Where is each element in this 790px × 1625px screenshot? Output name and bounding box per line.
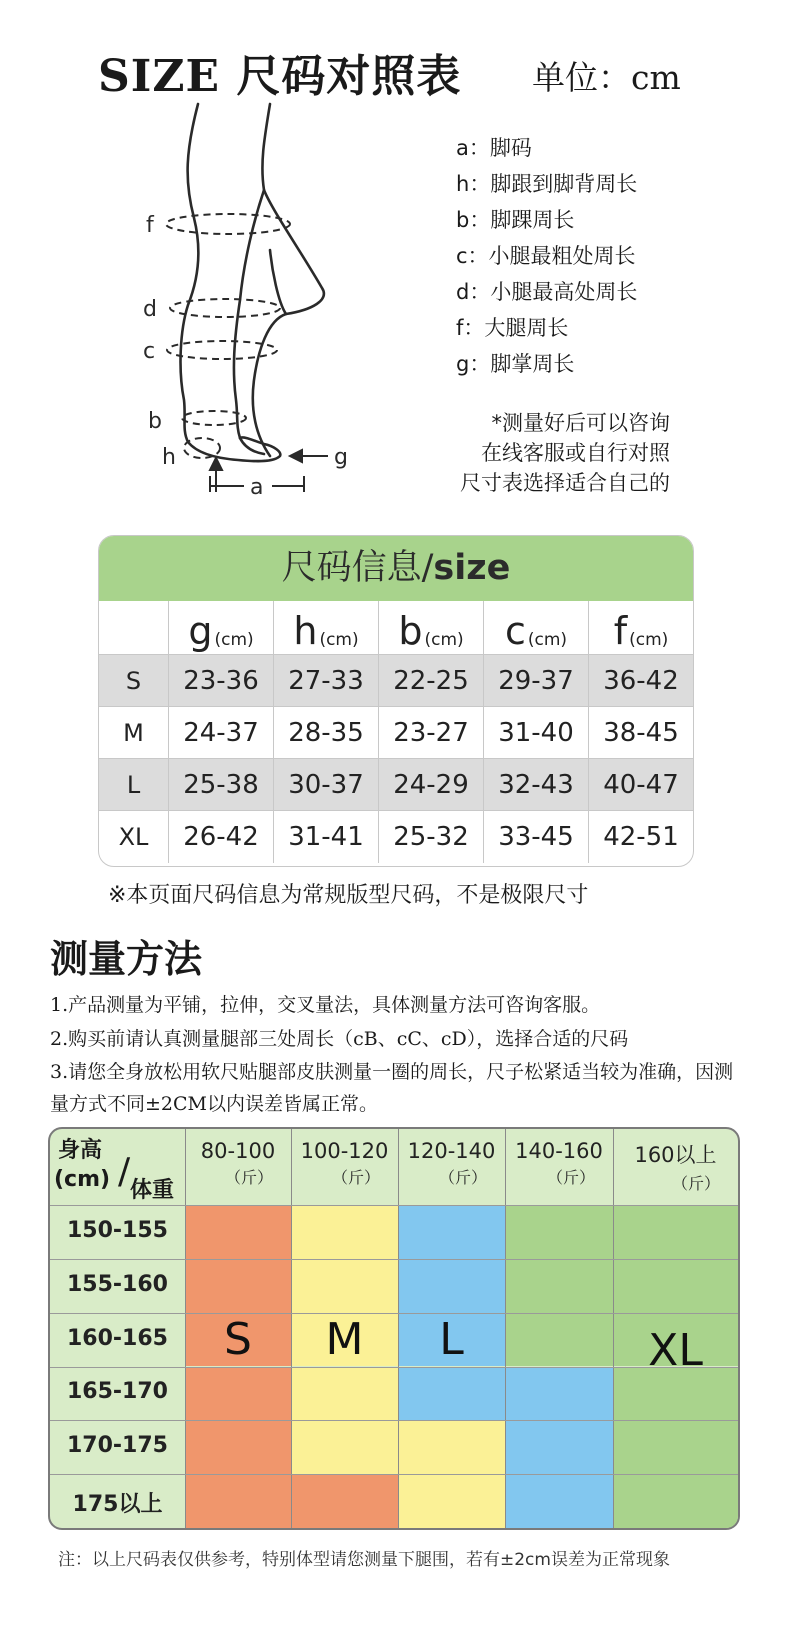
note-line: *测量好后可以咨询 [491, 411, 670, 435]
legend-item-g [456, 346, 637, 382]
height-weight-chart [48, 1127, 740, 1530]
weight-range: 80-100 [200, 1139, 276, 1163]
front-leg-outline [253, 104, 324, 456]
legend-item-h [456, 166, 637, 202]
corner-height-label: 身高 [58, 1138, 103, 1163]
height-row-label: 150-155 [67, 1217, 168, 1243]
size-zone-cell [613, 1205, 738, 1259]
measurement-cell: 26-42 [169, 811, 274, 863]
label-d: d [143, 297, 157, 322]
size-disclaimer: ※本页面尺码信息为常规版型尺码，不是极限尺寸 [108, 883, 589, 908]
measurement-cell: 30-37 [274, 759, 379, 811]
column-unit: (cm) [424, 630, 464, 650]
label-c: c [143, 339, 156, 364]
legend-item-f [456, 310, 637, 346]
legend-separator: ： [469, 352, 491, 376]
size-zone-cell [185, 1205, 291, 1259]
column-letter: g [188, 609, 213, 653]
legend-item-b [456, 202, 637, 238]
legend-key: f [456, 316, 464, 340]
legend-text: 大腿周长 [484, 316, 569, 340]
legend-key: g [456, 352, 470, 376]
size-label: M [99, 707, 169, 759]
note-line: 在线客服或自行对照 [481, 441, 670, 465]
corner-weight-label: 体重 [130, 1178, 175, 1203]
size-table-title-cn: 尺码信息/ [281, 548, 434, 588]
weight-unit: （斤） [438, 1168, 487, 1187]
inner-leg-outline [234, 190, 264, 438]
footnote: 注：以上尺码表仅供参考，特别体型请您测量下腿围，若有±2cm误差为正常现象 [58, 1550, 670, 1570]
label-a: a [250, 475, 264, 500]
weight-column-header [291, 1129, 398, 1205]
leg-diagram [140, 100, 370, 500]
legend-text: 脚跟到脚背周长 [490, 172, 638, 196]
size-zone-cell [505, 1313, 613, 1367]
method-item: 2.购买前请认真测量腿部三处周长（cB、cC、cD），选择合适的尺码 [50, 1028, 629, 1050]
size-info-table [98, 535, 694, 867]
size-zone-cell [613, 1420, 738, 1474]
measurement-cell: 38-45 [589, 707, 693, 759]
size-column-header [589, 601, 693, 655]
size-zone-cell [291, 1259, 398, 1313]
unit-label: 单位：cm [532, 58, 681, 97]
grid-divider [50, 1205, 738, 1206]
size-zone-cell [613, 1474, 738, 1528]
label-g: g [334, 445, 348, 470]
size-zone-label: S [224, 1313, 252, 1365]
height-row-label: 160-165 [67, 1325, 168, 1351]
size-zone-label: M [325, 1313, 364, 1365]
size-zone-cell [398, 1259, 505, 1313]
size-table-corner [99, 601, 169, 655]
legend-key: a [456, 136, 469, 160]
grid-divider [50, 1259, 738, 1260]
label-f: f [146, 213, 154, 238]
measurement-cell: 42-51 [603, 822, 679, 852]
measurement-cell: 27-33 [274, 655, 379, 707]
size-label: XL [99, 811, 169, 863]
legend-separator: ： [463, 316, 485, 340]
grid-divider [50, 1313, 738, 1314]
size-zone-cell [185, 1367, 291, 1421]
h-arrow-head [210, 458, 222, 470]
column-unit: (cm) [527, 630, 568, 650]
size-table-header [99, 601, 693, 655]
g-arrow-head [290, 450, 302, 462]
size-table-title-en: size [433, 548, 511, 588]
size-zone-cell [398, 1474, 505, 1528]
height-row-label: 165-170 [67, 1379, 168, 1405]
table-row [99, 759, 693, 811]
grid-divider [50, 1474, 738, 1475]
size-zone-cell [505, 1205, 613, 1259]
height-row-label: 175以上 [72, 1492, 163, 1518]
size-zone-cell [291, 1205, 398, 1259]
corner-height-unit: (cm) [54, 1167, 111, 1192]
legend-text: 脚踝周长 [490, 208, 575, 232]
legend-item-d [456, 274, 637, 310]
size-zone-cell [291, 1474, 398, 1528]
legend-item-a [456, 130, 637, 166]
size-zone-cell [505, 1259, 613, 1313]
size-zone-cell [185, 1474, 291, 1528]
column-letter: f [613, 609, 628, 653]
height-row-label: 170-175 [67, 1433, 168, 1459]
grid-divider [50, 1420, 738, 1421]
column-unit: (cm) [214, 630, 254, 650]
measurement-cell: 33-45 [484, 811, 589, 863]
legend-text: 小腿最高处周长 [490, 280, 638, 304]
legend-separator: ： [469, 172, 491, 196]
size-label: S [99, 655, 169, 707]
legend-key: d [456, 280, 470, 304]
size-zone-label: L [439, 1313, 464, 1365]
column-unit: (cm) [629, 630, 669, 650]
table-row [99, 811, 693, 863]
size-zone-cell [291, 1367, 398, 1421]
weight-range: 100-120 [300, 1139, 389, 1163]
size-zone-cell [613, 1259, 738, 1313]
column-unit: (cm) [319, 630, 359, 650]
size-zone-cell [398, 1420, 505, 1474]
measurement-cell: 31-41 [274, 811, 379, 863]
measurement-cell: 31-40 [484, 707, 589, 759]
measurement-cell: 25-32 [379, 811, 484, 863]
page-title: SIZE 尺码对照表 [98, 51, 462, 102]
weight-column-header [185, 1129, 291, 1205]
weight-range: 120-140 [407, 1139, 496, 1163]
method-list [50, 988, 750, 1120]
weight-unit: （斤） [546, 1168, 595, 1187]
measurement-cell: 24-37 [169, 707, 274, 759]
weight-range: 140-160 [515, 1139, 603, 1163]
method-item: 3.请您全身放松用软尺贴腿部皮肤测量一圈的周长，尺子松紧适当较为准确，因测量方式不同±2CM以内误差皆属正常。 [50, 1061, 734, 1115]
method-item: 1.产品测量为平铺，拉伸，交叉量法，具体测量方法可咨询客服。 [50, 994, 601, 1016]
column-letter: b [398, 609, 423, 653]
measurement-cell: 23-27 [379, 707, 484, 759]
size-table-title [99, 536, 693, 601]
weight-column-header [398, 1129, 505, 1205]
size-zone-cell [291, 1420, 398, 1474]
weight-unit: （斤） [671, 1174, 720, 1193]
legend-key: b [456, 208, 470, 232]
size-column-header [169, 601, 274, 655]
column-letter: h [293, 609, 318, 653]
back-leg-outline [181, 104, 199, 442]
weight-unit: （斤） [224, 1168, 273, 1187]
legend-text: 小腿最粗处周长 [488, 244, 636, 268]
legend-key: c [456, 244, 468, 268]
size-zone-cell [505, 1420, 613, 1474]
corner-slash: / [118, 1151, 131, 1192]
height-row-label: 155-160 [67, 1271, 168, 1297]
size-zone-label: XL [648, 1325, 703, 1377]
size-zone-cell [398, 1367, 505, 1421]
size-zone-cell [505, 1474, 613, 1528]
measurement-cell: 28-35 [274, 707, 379, 759]
legend-key: h [456, 172, 470, 196]
legend-text: 脚码 [489, 136, 532, 160]
size-column-header [274, 601, 379, 655]
size-zone-cell [398, 1205, 505, 1259]
size-zone-cell [185, 1259, 291, 1313]
measurement-cell: 24-29 [379, 759, 484, 811]
legend-item-c [456, 238, 637, 274]
legend-separator: ： [469, 280, 491, 304]
heel-ring [184, 438, 220, 458]
measurement-cell: 23-36 [169, 655, 274, 707]
weight-unit: （斤） [331, 1168, 380, 1187]
legend-text: 脚掌周长 [490, 352, 575, 376]
method-heading: 测量方法 [50, 936, 203, 981]
column-letter: c [504, 609, 526, 653]
measurement-cell: 40-47 [589, 759, 693, 811]
measurement-cell: 29-37 [484, 655, 589, 707]
table-row [99, 707, 693, 759]
weight-range: 160以上 [634, 1143, 717, 1167]
size-label: L [99, 759, 169, 811]
note-line: 尺寸表选择适合自己的 [460, 471, 670, 495]
consult-note [400, 408, 670, 498]
size-zone-cell [185, 1420, 291, 1474]
size-zone-cell [505, 1367, 613, 1421]
label-h: h [162, 445, 176, 470]
measurement-cell: 25-38 [169, 759, 274, 811]
height-weight-grid [50, 1129, 738, 1528]
label-b: b [148, 409, 162, 434]
measurement-cell: 32-43 [484, 759, 589, 811]
size-table-body [99, 655, 693, 863]
measurement-legend [456, 130, 637, 382]
table-row [99, 655, 693, 707]
legend-separator: ： [467, 244, 489, 268]
thigh-ring [166, 214, 290, 234]
size-column-header [484, 601, 589, 655]
weight-column-header [613, 1129, 738, 1205]
measurement-cell: 22-25 [379, 655, 484, 707]
legend-separator: ： [468, 136, 490, 160]
legend-separator: ： [469, 208, 491, 232]
size-column-header [379, 601, 484, 655]
weight-column-header [505, 1129, 613, 1205]
measurement-cell: 36-42 [589, 655, 693, 707]
